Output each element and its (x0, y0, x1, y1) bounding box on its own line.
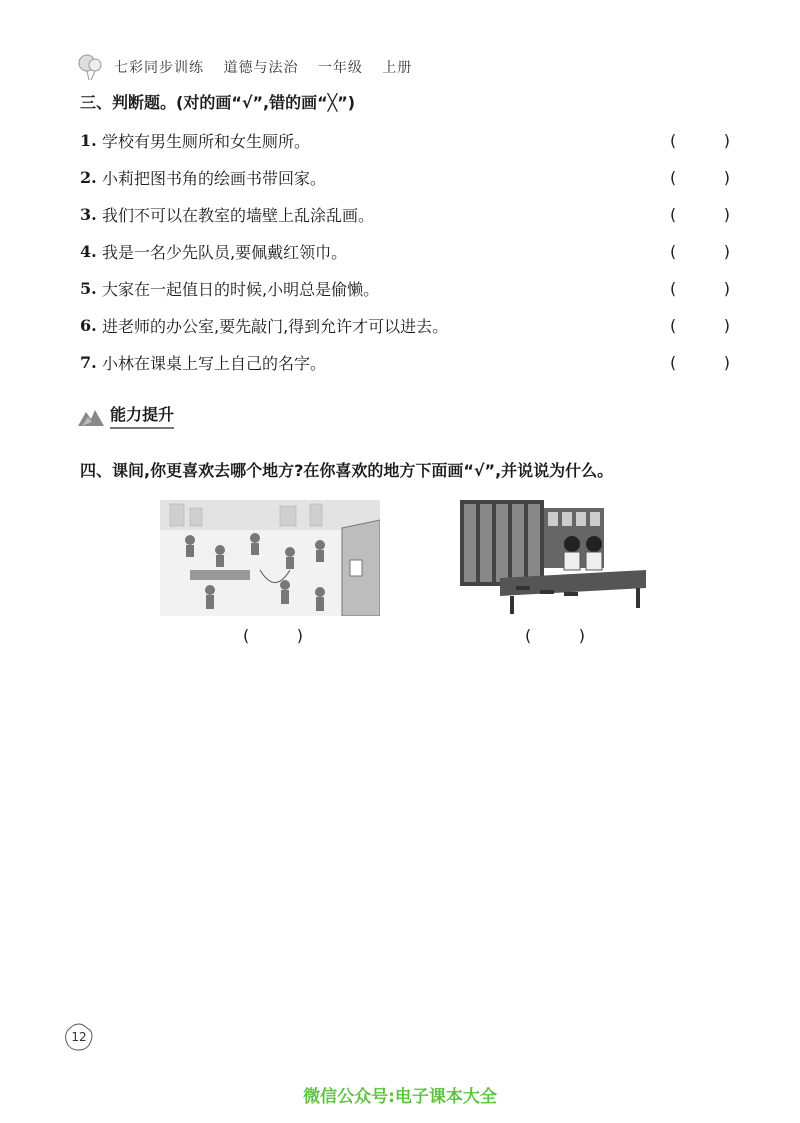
paren-close: ) (723, 279, 730, 298)
paren-close: ) (296, 626, 303, 645)
watermark-text: 微信公众号:电子课本大全 (303, 1087, 497, 1107)
paren-close: ) (723, 353, 730, 372)
paren-close: ) (723, 242, 730, 261)
question-number: 5. (80, 279, 97, 298)
paren-open: ( (670, 168, 677, 187)
paren-close: ) (723, 205, 730, 224)
paren-close: ) (578, 626, 585, 645)
paren-open: ( (670, 242, 677, 261)
paren-close: ) (723, 131, 730, 150)
question-number: 4. (80, 242, 97, 261)
header-grade: 一年级 (317, 60, 363, 76)
question-list (80, 122, 730, 381)
reading-room-illustration (460, 500, 646, 616)
paren-open: ( (670, 353, 677, 372)
page-number: 12 (71, 1030, 87, 1044)
answer-blank[interactable] (670, 270, 730, 307)
playground-illustration (160, 500, 380, 616)
paren-open: ( (670, 131, 677, 150)
question-text: 学校有男生厕所和女生厕所。 (102, 132, 311, 151)
header-series: 七彩同步训练 (114, 60, 204, 76)
question-text: 进老师的办公室,要先敲门,得到允许才可以进去。 (102, 317, 449, 336)
question-row (80, 270, 730, 307)
question-number: 7. (80, 353, 97, 372)
answer-blank[interactable] (670, 233, 730, 270)
answer-blank[interactable] (670, 307, 730, 344)
right-choice-blank[interactable] (525, 626, 585, 645)
section4-title: 四、课间,你更喜欢去哪个地方?在你喜欢的地方下面画“√”,并说说为什么。 (80, 461, 614, 480)
section3-title: 三、判断题。(对的画“√”,错的画“╳”) (80, 93, 356, 112)
question-row (80, 159, 730, 196)
ability-title: 能力提升 (110, 402, 174, 429)
question-row (80, 307, 730, 344)
paren-open: ( (670, 279, 677, 298)
question-text: 小莉把图书角的绘画书带回家。 (102, 169, 327, 188)
question-row (80, 344, 730, 381)
header-text (114, 57, 426, 77)
paren-open: ( (525, 626, 532, 645)
question-text: 我是一名少先队员,要佩戴红领巾。 (102, 243, 348, 262)
question-number: 6. (80, 316, 97, 335)
question-number: 2. (80, 168, 97, 187)
question-row (80, 196, 730, 233)
question-text: 小林在课桌上写上自己的名字。 (102, 354, 327, 373)
page-number-badge (64, 1022, 94, 1052)
balloon-logo-icon (76, 53, 104, 81)
answer-blank[interactable] (670, 122, 730, 159)
ability-section-header (78, 402, 174, 429)
paren-open: ( (670, 205, 677, 224)
answer-blank[interactable] (670, 159, 730, 196)
page-header (76, 52, 426, 82)
paren-close: ) (723, 168, 730, 187)
header-volume: 上册 (382, 60, 413, 76)
question-text: 大家在一起值日的时候,小明总是偷懒。 (102, 280, 380, 299)
paren-open: ( (243, 626, 250, 645)
answer-blank[interactable] (670, 344, 730, 381)
paren-open: ( (670, 316, 677, 335)
left-choice-blank[interactable] (243, 626, 303, 645)
question-row (80, 233, 730, 270)
question-number: 3. (80, 205, 97, 224)
header-subject: 道德与法治 (223, 60, 299, 76)
question-number: 1. (80, 131, 97, 150)
question-row (80, 122, 730, 159)
mountain-icon (78, 406, 104, 426)
question-text: 我们不可以在教室的墙壁上乱涂乱画。 (102, 206, 375, 225)
answer-blank[interactable] (670, 196, 730, 233)
paren-close: ) (723, 316, 730, 335)
